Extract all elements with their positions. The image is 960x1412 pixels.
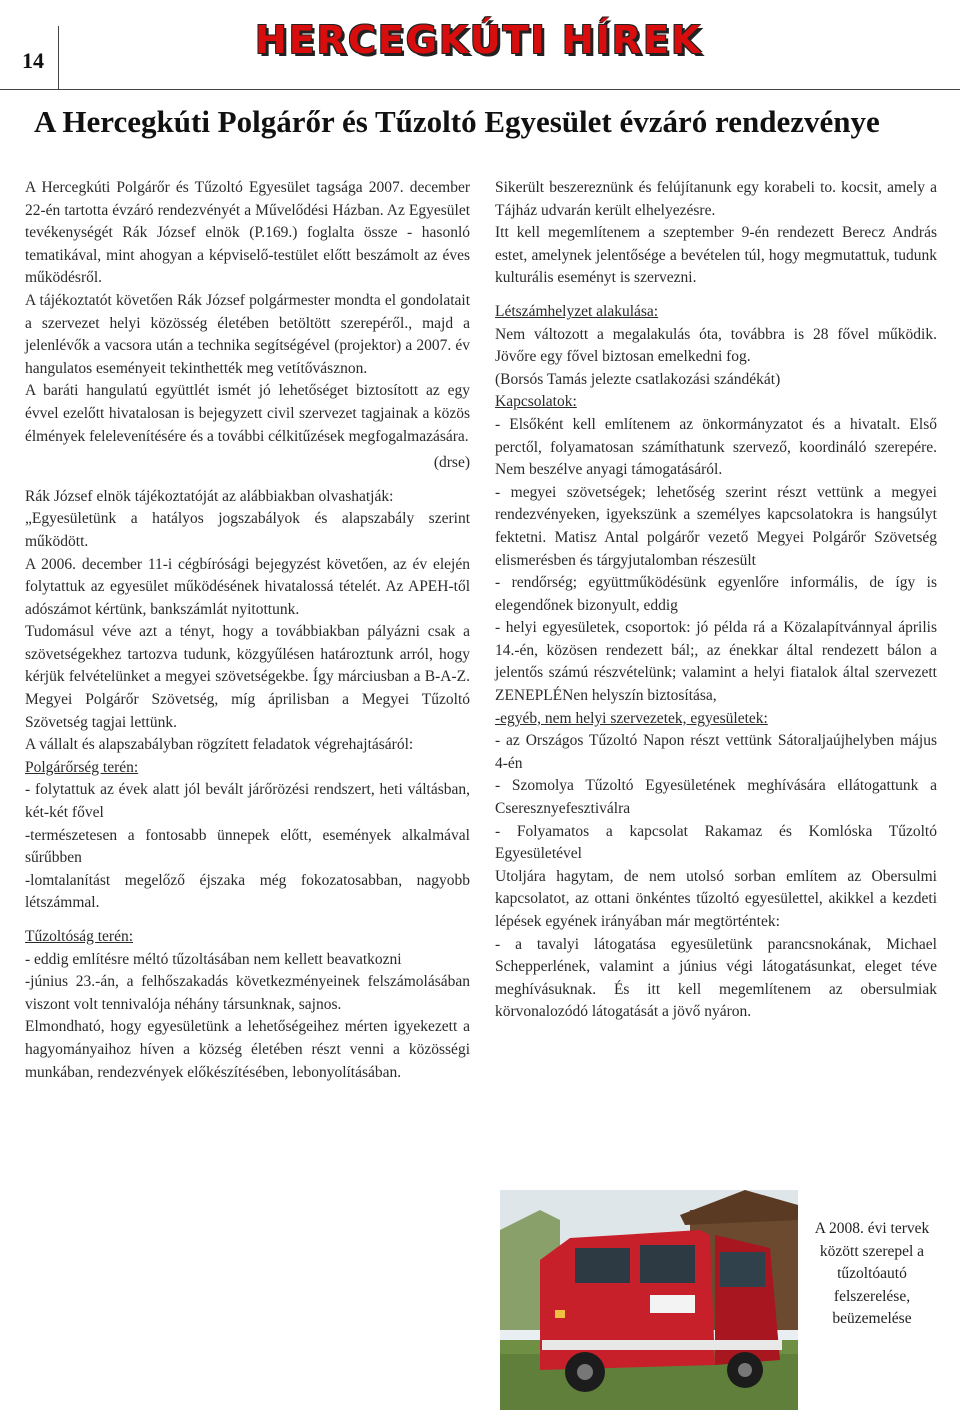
section-heading-kapcsolatok: Kapcsolatok: — [495, 393, 577, 411]
photo-caption: A 2008. évi tervek között szerepel a tűzoltóautó felszerelése, beüzemelése — [814, 1220, 930, 1328]
paragraph: „Egyesületünk a hatályos jogszabályok és alapszabály szerint működött. — [25, 510, 470, 550]
section-heading-polgarorseg: Polgárőrség terén: — [25, 758, 139, 776]
paragraph: A vállalt és alapszabályban rögzített feladatok végrehajtásáról: — [25, 736, 414, 754]
paragraph: A Hercegkúti Polgárőr és Tűzoltó Egyesület tagsága 2007. december 22-én tartotta évzáró rendezvényét a Művelődési Házban. Az Egyesület tevékenységét Rák József elnök (P.169.) foglalta össze - hasonló tematikával, mint ahogyan a képviselő-testület előtt beszámolt az éves működésről. — [25, 179, 470, 287]
list-item: - folytattuk az évek alatt jól bevált járőrözési rendszert, heti váltásban, két-két fővel — [25, 781, 470, 822]
paragraph: Itt kell megemlítenem a szeptember 9-én rendezett Berecz András estet, amelynek jelentősége a bevételen túl, hogy megmutattuk, tudunk kulturális eseményt is szervezni. — [495, 224, 937, 287]
list-item: - Folyamatos a kapcsolat Rakamaz és Komlóska Tűzoltó Egyesületével — [495, 822, 937, 863]
paragraph: Utoljára hagytam, de nem utolsó sorban említem az Obersulmi kapcsolatot, az ottani önkéntes tűzoltó egyesülettel, akikkel a kezdeti lépések egyének irányában már megtörténtek: — [495, 867, 937, 930]
paragraph: A tájékoztatót követően Rák József polgármester mondta el gondolatait a szervezet helyi közösség életében betöltött szerepéről., majd a jelenlévők a vacsora után a technika segítségével (projektor) a 2007. év hangulatos eseményeit tekinthették meg vetítővásznon. — [25, 291, 470, 377]
paragraph: A 2006. december 11-i cégbírósági bejegyzést követően, az év elején folytattuk az egyesület működésének hivatalossá tételét. Az APEH-től adószámot kértünk, bankszámlát nyitottunk. — [25, 555, 470, 618]
paragraph: - a tavalyi látogatása egyesületünk parancsnokának, Michael Schepperlének, valamint a június végi látogatásunkat, eleget téve meghívásuknak. És itt kell megemlítenem az obersulmiak körvonalozódó látogatását a jövő nyáron. — [495, 935, 937, 1021]
list-item: - rendőrség; együttműködésünk egyenlőre informális, de így is elegendőnek bizonyult, eddig — [495, 574, 937, 614]
list-item: - helyi egyesületek, csoportok: jó példa rá a Közalapítvánnyal április 14.-én, közösen rendezett bál;, az énekkar által rendezett bálon a jelentős számú részvételünk; valamint a helyi fiatalok által szervezett ZENEPLÉNen helyszín biztosítása, — [495, 619, 937, 705]
page-header — [0, 0, 960, 90]
header-divider-vertical — [58, 26, 59, 90]
right-column — [495, 177, 937, 1024]
list-item: -természetesen a fontosabb ünnepek előtt, események alkalmával sűrűbben — [25, 826, 470, 867]
list-item: - eddig említésre méltó tűzoltásában nem kellett beavatkozni — [25, 950, 402, 968]
list-item: - megyei szövetségek; lehetőség szerint részt vettünk a megyei rendezvényeken, igyekszünk a személyes kapcsolatokra is hangsúlyt fektetni. Matisz Antal polgárőr vezető Megyei Polgárőr Szövetség elismerésben és tárgyjutalomban részesült — [495, 483, 937, 569]
list-item: - Elsőként kell említenem az önkormányzatot és a hivatalt. Első perctől, folyamatosan számíthatunk szervező, koordináló szerepére. Nem beszélve anyagi támogatásáról. — [495, 415, 937, 479]
paragraph: Tudomásul véve azt a tényt, hogy a továbbiakban pályázni csak a szövetségekhez tartozva tudunk, közgyűlésen határoztunk arról, hogy kérjük felvételünket a megyei szövetségekbe. Így márciusban a B-A-Z. Megyei Polgárőr Szövetség, míg áprilisban a Megyei Tűzoltó Szövetség tagjai lettünk. — [25, 623, 470, 731]
list-item: - az Országos Tűzoltó Napon részt vettünk Sátoraljaújhelyben május 4-én — [495, 732, 937, 772]
fire-truck-icon — [500, 1190, 798, 1410]
paragraph: (Borsós Tamás jelezte csatlakozási szándékát) — [495, 370, 781, 388]
section-heading-tuzoltosag: Tűzoltóság terén: — [25, 928, 134, 945]
list-item: -lomtalanítást megelőző éjszaka még fokozatosabban, nagyobb létszámmal. — [25, 871, 470, 912]
fire-truck-photo — [500, 1190, 798, 1410]
paragraph: A baráti hangulatú együttlét ismét jó lehetőséget biztosított az egy évvel ezelőtt hivatalosan is bejegyzett civil szervezet tagjainak a közös élmények felelevenítésére és a további célkitűzések megfogalmazására. — [25, 382, 470, 445]
section-heading-letszam: Létszámhelyzet alakulása: — [495, 302, 659, 320]
list-item: - Szomolya Tűzoltó Egyesületének meghívására ellátogattunk a Cseresznyefesztiválra — [495, 777, 937, 818]
paragraph: Sikerült beszereznünk és felújítanunk egy korabeli to. kocsit, amely a Tájház udvarán került elhelyezésre. — [495, 179, 937, 219]
list-item: -június 23.-án, a felhőszakadás következményeinek felszámolásában viszont volt tennivalója néhány társunknak, sajnos. — [25, 973, 470, 1013]
author-signature: (drse) — [433, 454, 470, 472]
header-divider-horizontal — [0, 89, 960, 90]
paragraph: Nem változott a megalakulás óta, továbbra is 28 fővel működik. Jövőre egy fővel biztosan emelkedni fog. — [495, 325, 937, 366]
article-title: A Hercegkúti Polgárőr és Tűzoltó Egyesület évzáró rendezvénye — [34, 104, 880, 139]
paragraph: Elmondható, hogy egyesületünk a lehetőségeihez mérten igyekezett a hagyományaihoz híven a község életében részt venni a közösségi munkában, rendezvények előkészítésében, lebonyolításában. — [25, 1018, 470, 1081]
page-number: 14 — [22, 48, 44, 73]
paragraph: Rák József elnök tájékoztatóját az alábbiakban olvashatják: — [25, 487, 394, 505]
masthead-title: HERCEGKÚTI HÍREK — [255, 18, 703, 62]
section-heading-egyeb: -egyéb, nem helyi szervezetek, egyesületek: — [495, 709, 768, 727]
left-column — [25, 177, 470, 1084]
